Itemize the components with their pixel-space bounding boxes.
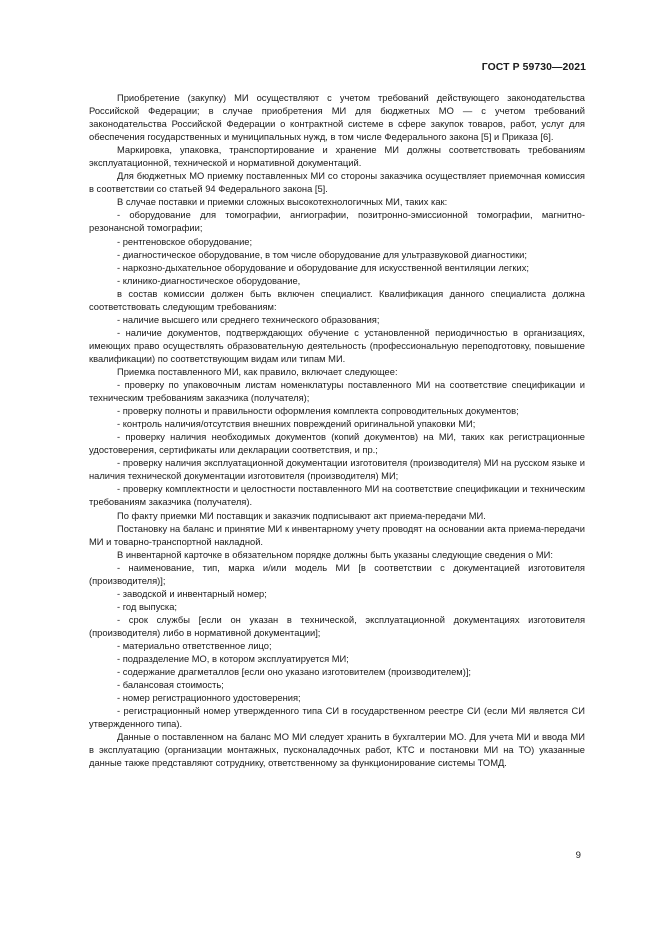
paragraph: в состав комиссии должен быть включен специалист. Квалификация данного специалиста должна соответствовать следующим требованиям: bbox=[89, 288, 585, 312]
list-item: - наркозно-дыхательное оборудование и оборудование для искусственной вентиляции легких; bbox=[117, 262, 529, 273]
list-item: - подразделение МО, в котором эксплуатируется МИ; bbox=[117, 654, 349, 665]
paragraph: Маркировка, упаковка, транспортирование и хранение МИ должны соответствовать требованиям эксплуатационной, технической и нормативной документаций. bbox=[89, 145, 585, 169]
list-item: - проверку наличия эксплуатационной документации изготовителя (производителя) МИ на русском языке и наличия технической документации изготовителя (производителя) МИ; bbox=[89, 458, 585, 482]
list-item: - проверку комплектности и целостности поставленного МИ на соответствие спецификации и техническим требованиям заказчика (получателя). bbox=[89, 484, 585, 508]
list-item: - диагностическое оборудование, в том числе оборудование для ультразвуковой диагностики; bbox=[117, 249, 527, 260]
list-item: - заводской и инвентарный номер; bbox=[117, 588, 267, 599]
paragraph: В случае поставки и приемки сложных высокотехнологичных МИ, таких как: bbox=[117, 197, 448, 208]
list-item: - рентгеновское оборудование; bbox=[117, 236, 253, 247]
list-item: - материально ответственное лицо; bbox=[117, 640, 272, 651]
list-item: - год выпуска; bbox=[117, 601, 178, 612]
paragraph: Данные о поставленном на баланс МО МИ следует хранить в бухгалтерии МО. Для учета МИ и ввода МИ в эксплуатацию (организации монтажных, пусконаладочных работ, КТС и постановки МИ на ТО) указанные данные также представляют сотруднику, ответственному за функционирование системы ТОМД. bbox=[89, 732, 585, 769]
paragraph: Приобретение (закупку) МИ осуществляют с учетом требований действующего законодательства Российской Федерации; в случае приобретения МИ для бюджетных МО — с учетом требований законодательства Российской Федерации о контрактной системе в сфере закупок товаров, работ, услуг для обеспечения государственных и муниципальных нужд, в том числе Федерального закона [5] и Приказа [6]. bbox=[89, 93, 585, 143]
page-number: 9 bbox=[575, 850, 581, 861]
paragraph: Приемка поставленного МИ, как правило, включает следующее: bbox=[117, 366, 398, 377]
list-item: - номер регистрационного удостоверения; bbox=[117, 693, 301, 704]
list-item: - оборудование для томографии, ангиографии, позитронно-эмиссионной томографии, магнитно-резонансной томографии; bbox=[89, 210, 585, 234]
paragraph: По факту приемки МИ поставщик и заказчик подписывают акт приема-передачи МИ. bbox=[117, 510, 486, 521]
list-item: - контроль наличия/отсутствия внешних повреждений оригинальной упаковки МИ; bbox=[117, 419, 476, 430]
document-body bbox=[89, 92, 585, 770]
list-item: - наименование, тип, марка и/или модель МИ [в соответствии с документацией изготовителя (производителя)]; bbox=[89, 562, 585, 586]
list-item: - клинико-диагностическое оборудование, bbox=[117, 275, 301, 286]
list-item: - проверку по упаковочным листам номенклатуры поставленного МИ на соответствие спецификации и техническим требованиям заказчика (получателя); bbox=[89, 380, 585, 404]
list-item: - проверку наличия необходимых документов (копий документов) на МИ, таких как регистрационные удостоверения, сертификаты или декларации соответствия, и пр.; bbox=[89, 432, 585, 456]
list-item: - срок службы [если он указан в технической, эксплуатационной документациях изготовителя (производителя) либо в нормативной документации]; bbox=[89, 614, 585, 638]
paragraph: Постановку на баланс и принятие МИ к инвентарному учету проводят на основании акта приема-передачи МИ и товарно-транспортной накладной. bbox=[89, 523, 585, 547]
paragraph: Для бюджетных МО приемку поставленных МИ со стороны заказчика осуществляет приемочная комиссия в соответствии со статьей 94 Федерального закона [5]. bbox=[89, 171, 585, 195]
list-item: - содержание драгметаллов [если оно указано изготовителем (производителем)]; bbox=[117, 667, 472, 678]
list-item: - наличие высшего или среднего технического образования; bbox=[117, 314, 380, 325]
standard-header: ГОСТ Р 59730—2021 bbox=[481, 62, 586, 73]
list-item: - наличие документов, подтверждающих обучение с установленной периодичностью в организациях, имеющих право осуществлять образовательную деятельность (профессиональную переподготовку, повышение квалификации) по соответствующим видам или типам МИ. bbox=[89, 327, 585, 364]
paragraph: В инвентарной карточке в обязательном порядке должны быть указаны следующие сведения о МИ: bbox=[117, 549, 553, 560]
list-item: - балансовая стоимость; bbox=[117, 680, 224, 691]
list-item: - регистрационный номер утвержденного типа СИ в государственном реестре СИ (если МИ является СИ утвержденного типа). bbox=[89, 706, 585, 730]
list-item: - проверку полноты и правильности оформления комплекта сопроводительных документов; bbox=[117, 406, 519, 417]
